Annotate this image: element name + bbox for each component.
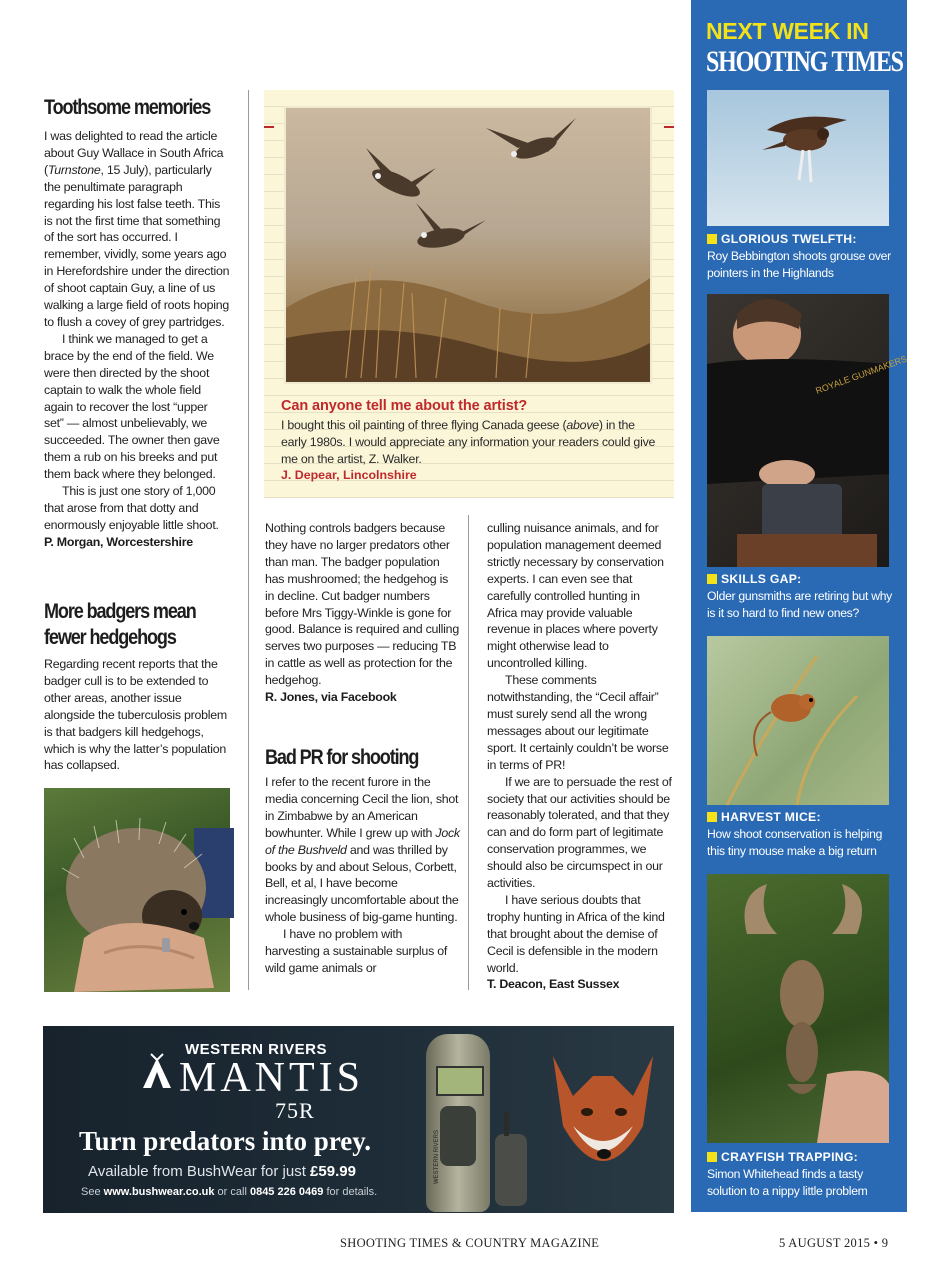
remote-control: [495, 1134, 527, 1206]
letter3-title: Bad PR for shooting: [265, 746, 419, 769]
grouse-photo: [707, 90, 889, 226]
game-caller-device: [426, 1034, 490, 1212]
sidebar-item-1-caption: GLORIOUS TWELFTH: Roy Bebbington shoots grouse over pointers in the Highlands: [707, 232, 891, 280]
column-rule-2: [468, 515, 469, 990]
letter2-signature: R. Jones, via Facebook: [265, 690, 397, 705]
next-week-sidebar: [691, 0, 907, 1212]
canada-geese-painting: [286, 108, 650, 382]
letter3-paragraph-3: These comments notwithstanding, the “Cecil affair” must surely send all the wrong messages about our legitimate sport. It certainly couldn’t be worse in terms of PR!: [487, 673, 669, 772]
letter2-body-continued: [265, 520, 460, 706]
letter3-paragraph-5: I have serious doubts that trophy hunting in Africa of the kind that brought about the demise of Cecil is defensible in the modern world.: [487, 892, 665, 975]
letter3-body-continued: [487, 520, 672, 993]
letter2-title: More badgers mean fewer hedgehogs: [44, 600, 196, 649]
crayfish-photo: [707, 874, 889, 1143]
bullet-square-icon: [707, 812, 717, 822]
ad-phone: 0845 226 0469: [249, 1186, 324, 1198]
letter1-signature: P. Morgan, Worcestershire: [44, 534, 193, 549]
device-brand: WESTERN RIVERS: [434, 1129, 440, 1184]
letter3-paragraph-4: If we are to persuade the rest of society that our activities should be reasonably tolerated, and that they can and do form part of legitimate conservation programmes, we should also be circumspect in our activities.: [487, 774, 672, 891]
artist-query-box: [264, 90, 674, 498]
hedgehog-photo: [44, 788, 230, 992]
footer-magazine-name: SHOOTING TIMES & COUNTRY MAGAZINE: [340, 1236, 600, 1250]
bullet-square-icon: [707, 1152, 717, 1162]
ad-url[interactable]: www.bushwear.co.uk: [103, 1186, 215, 1198]
bullet-square-icon: [707, 234, 717, 244]
letter1-paragraph-1: I was delighted to read the article about Guy Wallace in South Africa (Turnstone, 15 July), particularly the penultimate paragraph regarding his lost false teeth. This is not the first time that something of the sort has occurred. I remember, vividly, some years ago in Herefordshire under the direction of shoot captain Guy, a line of us walking a large field of roots hoping to flush a covey of grey partridges.: [44, 129, 230, 329]
sidebar-heading-line2: SHOOTING TIMES: [706, 45, 903, 78]
footer-date-page: 5 AUGUST 2015 • 9: [779, 1236, 889, 1250]
letter3-signature: T. Deacon, East Sussex: [487, 977, 620, 992]
letter1-paragraph-2: I think we managed to get a brace by the end of the field. We were then directed by the shoot captain to walk the whole field again to recover the lost “upper set” — almost unbelievably, we succeeded. The owner then gave them a rub on his breeks and put them back where they belonged.: [44, 331, 220, 482]
letter1-paragraph-3: This is just one story of 1,000 that arose from that dotty and enormously enjoyable little shoot.: [44, 484, 219, 532]
letter2-paragraph-2: Nothing controls badgers because they have no larger predators other than man. The badger population has mushroomed; the hedgehog is in decline. Cut badger numbers before Mrs Tiggy-Winkle is gone for good. Balance is required and culling serves two purposes — reducing TB in cattle as well as protection for the hedgehog.: [265, 521, 459, 688]
ad-product: MANTIS: [179, 1055, 365, 1101]
letter2-paragraph-1: Regarding recent reports that the badger cull is to be extended to other areas, another issue alongside the tuberculosis problem is that badgers kill hedgehogs, which is why the latter’s population has collapsed.: [44, 657, 227, 773]
artist-query-signature: J. Depear, Lincolnshire: [281, 468, 417, 482]
artist-query-text: I bought this oil painting of three flying Canada geese (above) in the early 1980s. I would appreciate any information your readers could give me on the artist, Z. Walker.: [281, 418, 656, 466]
ad-price: £59.99: [310, 1163, 356, 1180]
letter1-title: Toothsome memories: [44, 96, 211, 119]
ad-brand: WESTERN RIVERS: [185, 1041, 328, 1058]
column-rule-1: [248, 90, 249, 990]
sidebar-item-4-caption: CRAYFISH TRAPPING: Simon Whitehead finds a tasty solution to a nippy little problem: [707, 1150, 868, 1198]
mantis-logo-icon: [135, 1048, 179, 1094]
letter3-paragraph-2-start: I have no problem with harvesting a sustainable surplus of wild game animals or: [265, 927, 448, 975]
sidebar-heading-line1: NEXT WEEK IN: [706, 18, 869, 44]
letter1-body: [44, 128, 230, 551]
ad-model: 75R: [275, 1098, 315, 1123]
bullet-square-icon: [707, 574, 717, 584]
ad-offer: Available from BushWear for just £59.99: [88, 1163, 356, 1180]
sidebar-item-2-caption: SKILLS GAP: Older gunsmiths are retiring but why is it so hard to find new ones?: [707, 572, 892, 620]
fox-photo: [533, 1026, 674, 1213]
shirt-logo: ROYALE GUNMAKERS: [814, 353, 909, 396]
letter3-paragraph-1: I refer to the recent furore in the media concerning Cecil the lion, shot in Zimbabwe by an American bowhunter. While I grew up with Jock of the Bushveld and was thrilled by books by and about Selous, Corbett, Bell, et al, I have become increasingly uncomfortable about the whole business of big-game hunting.: [265, 775, 460, 925]
ad-tagline: Turn predators into prey.: [79, 1126, 372, 1156]
letter3-body-start: [265, 774, 460, 977]
sidebar-item-3-caption: HARVEST MICE: How shoot conservation is helping this tiny mouse make a big return: [707, 810, 883, 858]
letter3-paragraph-2-end: culling nuisance animals, and for population management deemed strictly necessary by conservation experts. I can even see that carefully controlled hunting in Africa may provide valuable revenue in places where poverty might otherwise lead to uncontrolled killing.: [487, 521, 664, 671]
gunsmith-photo: [707, 294, 909, 567]
ad-contact: See www.bushwear.co.uk or call 0845 226 0469 for details.: [81, 1186, 378, 1198]
mantis-advert: [43, 1026, 674, 1213]
harvest-mouse-photo: [707, 636, 889, 805]
artist-query-title: Can anyone tell me about the artist?: [281, 398, 528, 414]
letter2-body-start: [44, 656, 230, 774]
